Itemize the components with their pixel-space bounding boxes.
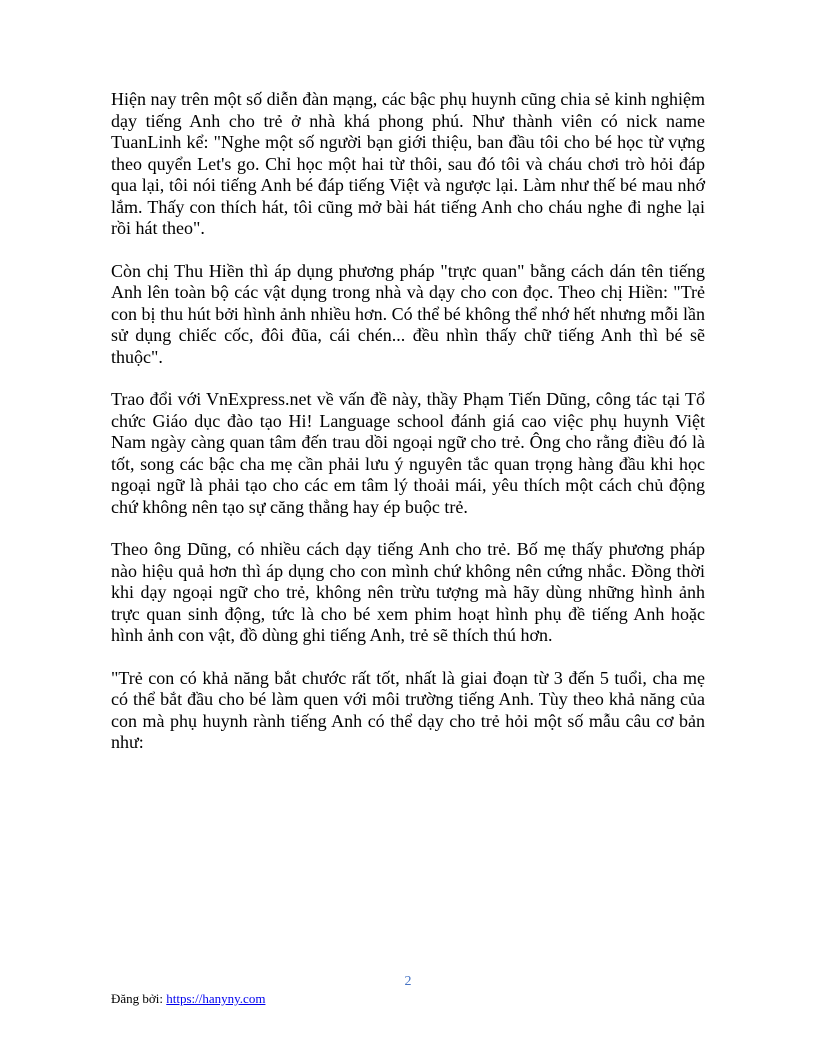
footer-link[interactable]: https://hanyny.com bbox=[166, 991, 266, 1006]
paragraph-4: Theo ông Dũng, có nhiều cách dạy tiếng Anh cho trẻ. Bố mẹ thấy phương pháp nào hiệu quả hơn thì áp dụng cho con mình chứ không nên cứng nhắc. Đồng thời khi dạy ngoại ngữ cho trẻ, không nên trừu tượng mà hãy dùng những hình ảnh trực quan sinh động, tức là cho bé xem phim hoạt hình phụ đề tiếng Anh hoặc hình ảnh con vật, đồ dùng ghi tiếng Anh, trẻ sẽ thích thú hơn. bbox=[111, 539, 705, 645]
paragraph-5: "Trẻ con có khả năng bắt chước rất tốt, nhất là giai đoạn từ 3 đến 5 tuổi, cha mẹ có thể bắt đầu cho bé làm quen với môi trường tiếng Anh. Tùy theo khả năng của con mà phụ huynh rành tiếng Anh có thể dạy cho trẻ hỏi một số mẫu câu cơ bản như: bbox=[111, 667, 705, 752]
paragraph-1: Hiện nay trên một số diễn đàn mạng, các bậc phụ huynh cũng chia sẻ kinh nghiệm dạy tiếng Anh cho trẻ ở nhà khá phong phú. Như thành viên có nick name TuanLinh kể: "Nghe một số người bạn giới thiệu, ban đầu tôi cho bé học từ vựng theo quyển Let's go. Chỉ học một hai từ thôi, sau đó tôi và cháu chơi trò hỏi đáp qua lại, tôi nói tiếng Anh bé đáp tiếng Việt và ngược lại. Làm như thế bé mau nhớ lắm. Thấy con thích hát, tôi cũng mở bài hát tiếng Anh cho cháu nghe đi nghe lại rồi hát theo". bbox=[111, 89, 705, 238]
document-body bbox=[111, 89, 705, 775]
page-number: 2 bbox=[404, 974, 412, 989]
footer bbox=[111, 991, 265, 1007]
footer-label: Đăng bởi: bbox=[111, 991, 167, 1006]
paragraph-2: Còn chị Thu Hiền thì áp dụng phương pháp "trực quan" bằng cách dán tên tiếng Anh lên toàn bộ các vật dụng trong nhà và dạy cho con đọc. Theo chị Hiền: "Trẻ con bị thu hút bởi hình ảnh nhiều hơn. Có thể bé không thể nhớ hết nhưng mỗi lần sử dụng chiếc cốc, đôi đũa, cái chén... đều nhìn thấy chữ tiếng Anh thì bé sẽ thuộc". bbox=[111, 260, 705, 367]
paragraph-3: Trao đổi với VnExpress.net về vấn đề này, thầy Phạm Tiến Dũng, công tác tại Tổ chức Giáo dục đào tạo Hi! Language school đánh giá cao việc phụ huynh Việt Nam ngày càng quan tâm đến trau dồi ngoại ngữ cho trẻ. Ông cho rằng điều đó là tốt, song các bậc cha mẹ cần phải lưu ý nguyên tắc quan trọng hàng đầu khi học ngoại ngữ là phải tạo cho các em tâm lý thoải mái, yêu thích một cách chủ động chứ không nên tạo sự căng thẳng hay ép buộc trẻ. bbox=[111, 389, 705, 517]
